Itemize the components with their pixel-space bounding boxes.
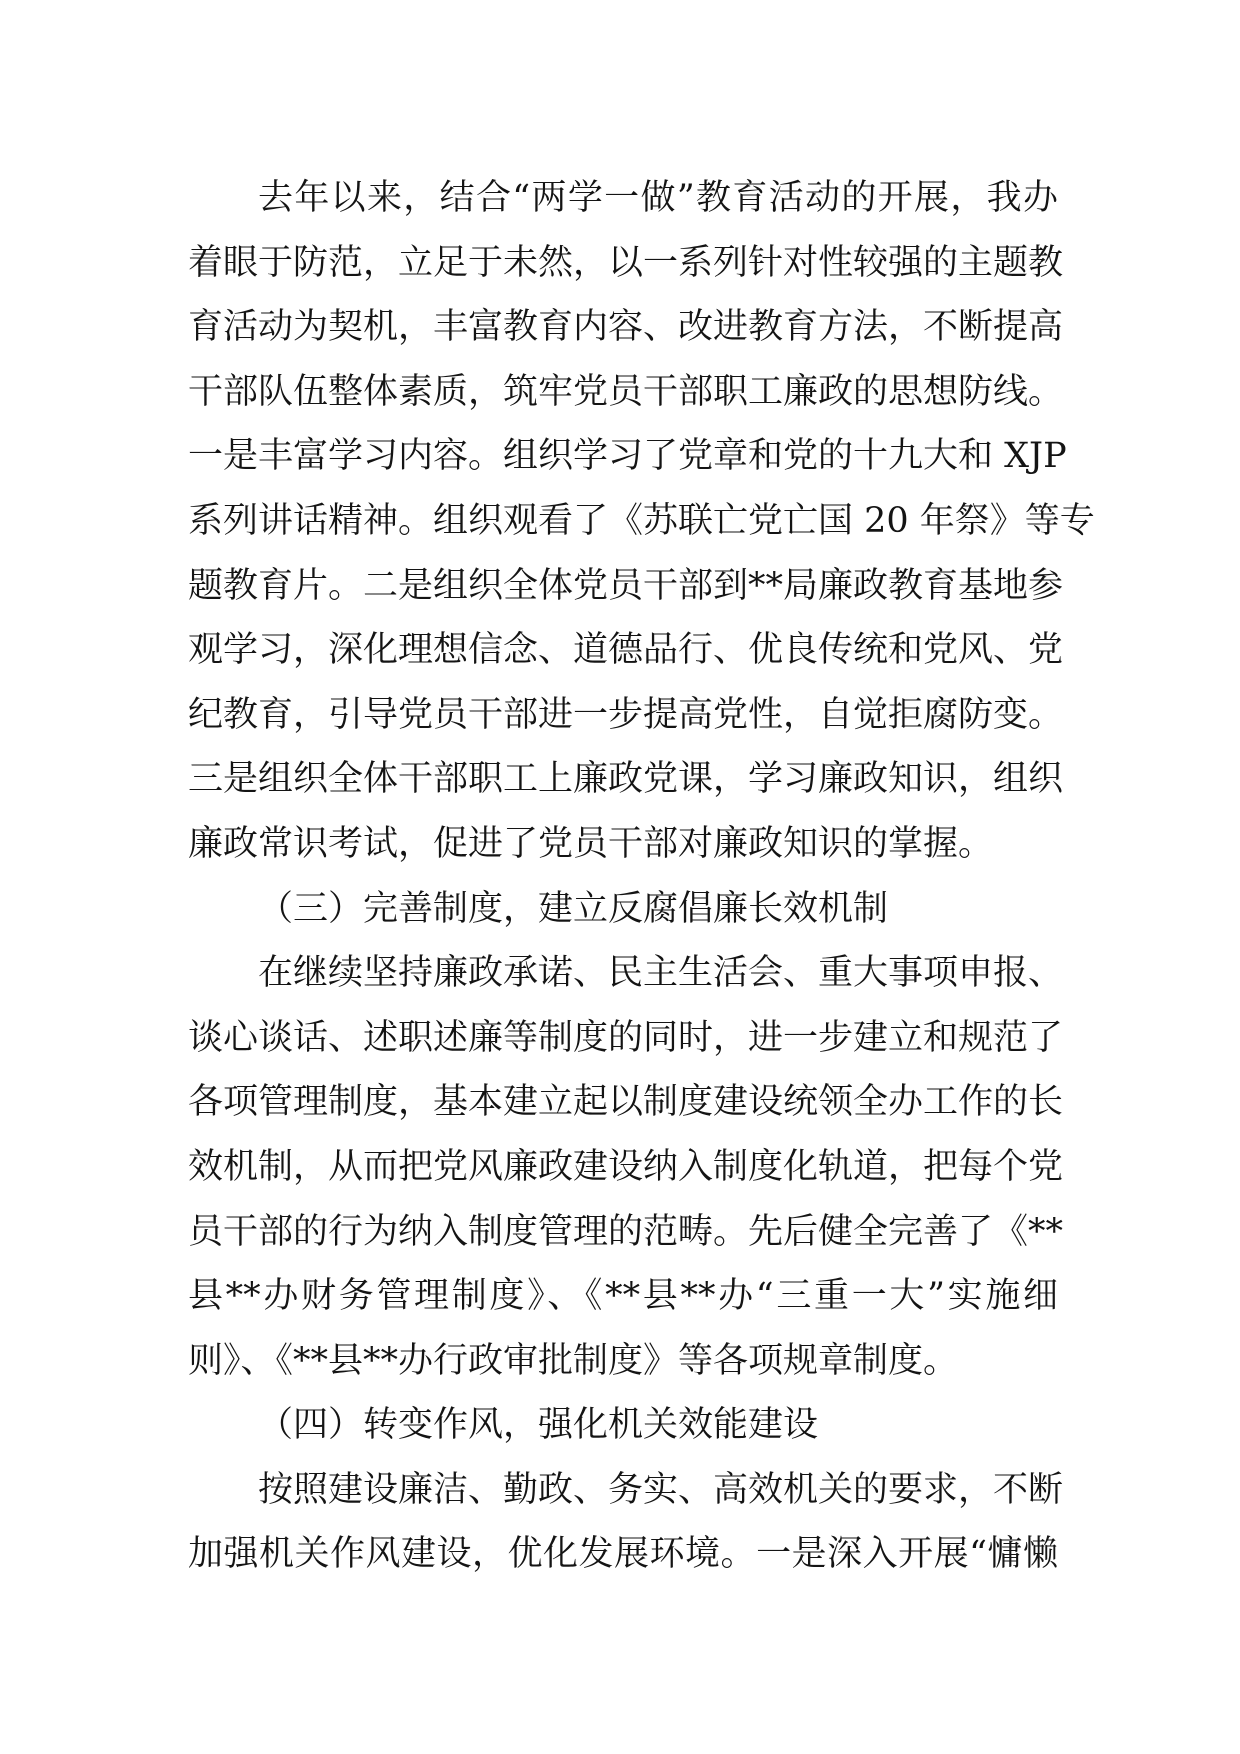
document-body	[188, 166, 1095, 1587]
text-line: 员干部的行为纳入制度管理的范畴。先后健全完善了《**	[188, 1211, 1064, 1252]
text-line: 县**办财务管理制度》、《**县**办“三重一大”实施细	[188, 1276, 1058, 1317]
section-heading: （三）完善制度，建立反腐倡廉长效机制	[258, 888, 889, 929]
text-line: 廉政常识考试，促进了党员干部对廉政知识的掌握。	[188, 823, 994, 864]
text-line: 谈心谈话、述职述廉等制度的同时，进一步建立和规范了	[188, 1017, 1064, 1058]
text-line: 则》、《**县**办行政审批制度》等各项规章制度。	[188, 1340, 959, 1381]
paragraph-education	[188, 166, 1095, 877]
text-line: 各项管理制度，基本建立起以制度建设统领全办工作的长	[188, 1082, 1064, 1123]
paragraph-system	[188, 941, 1064, 1393]
text-line: 题教育片。二是组织全体党员干部到**局廉政教育基地参	[188, 565, 1064, 606]
text-line: 着眼于防范，立足于未然，以一系列针对性较强的主题教	[188, 242, 1064, 283]
text-line: 一是丰富学习内容。组织学习了党章和党的十九大和 XJP	[188, 436, 1067, 477]
text-line: 按照建设廉洁、勤政、务实、高效机关的要求，不断	[258, 1469, 1064, 1510]
text-line: 去年以来，结合“两学一做”教育活动的开展，我办	[258, 178, 1058, 218]
section-heading: （四）转变作风，强化机关效能建设	[258, 1405, 819, 1446]
paragraph-style	[188, 1458, 1064, 1587]
section-heading-4	[188, 1393, 1058, 1458]
text-line: 纪教育，引导党员干部进一步提高党性，自觉拒腐防变。	[188, 694, 1064, 735]
text-line: 三是组织全体干部职工上廉政党课，学习廉政知识，组织	[188, 759, 1064, 800]
text-line: 系列讲话精神。组织观看了《苏联亡党亡国 20 年祭》等专	[188, 500, 1095, 541]
text-line: 观学习，深化理想信念、道德品行、优良传统和党风、党	[188, 630, 1064, 671]
text-line: 效机制，从而把党风廉政建设纳入制度化轨道，把每个党	[188, 1146, 1064, 1187]
section-heading-3	[188, 877, 1058, 942]
text-line: 干部队伍整体素质，筑牢党员干部职工廉政的思想防线。	[188, 371, 1064, 412]
text-line: 在继续坚持廉政承诺、民主生活会、重大事项申报、	[258, 953, 1064, 994]
text-line: 加强机关作风建设，优化发展环境。一是深入开展“慵懒	[188, 1534, 1058, 1575]
text-line: 育活动为契机，丰富教育内容、改进教育方法，不断提高	[188, 307, 1064, 348]
